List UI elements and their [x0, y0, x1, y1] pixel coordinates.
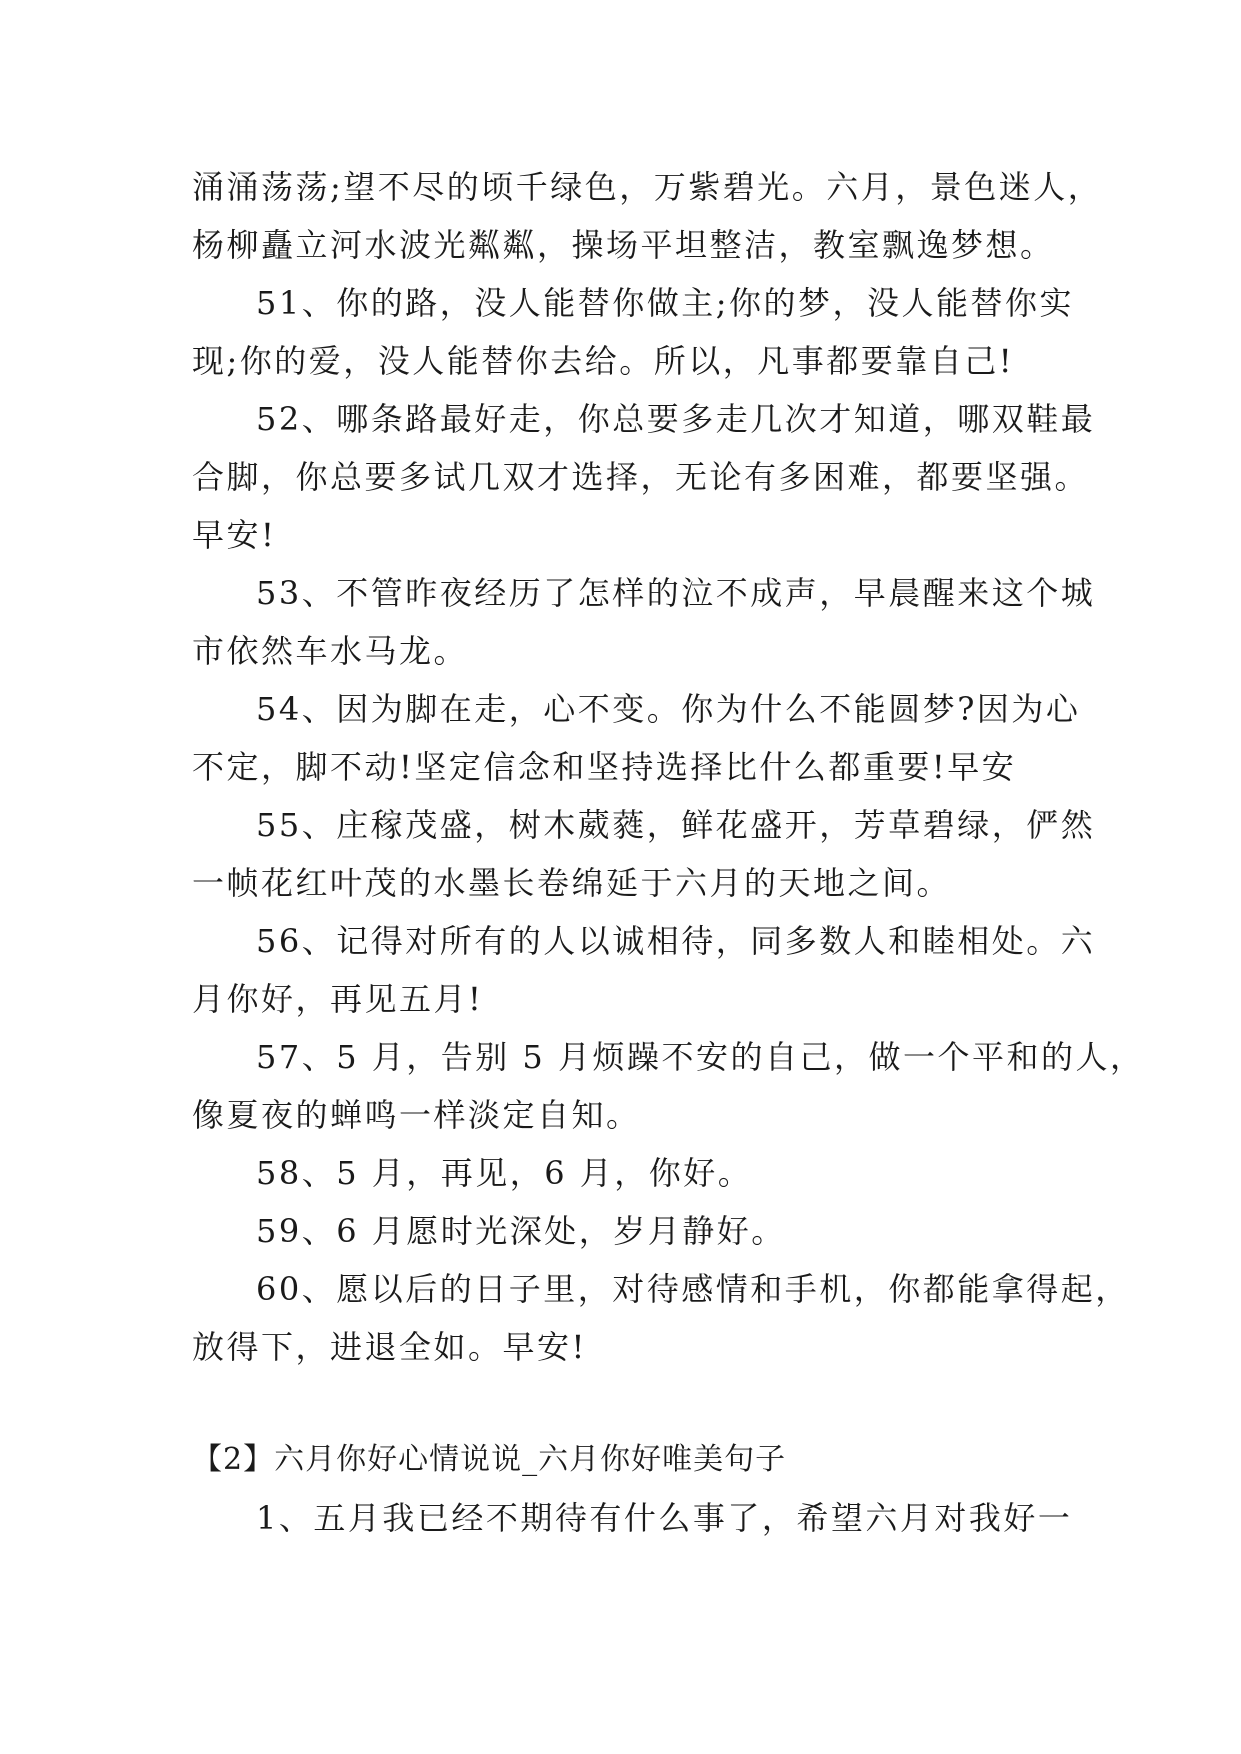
paragraph-continuation [192, 158, 1103, 274]
paragraph-56 [192, 912, 1096, 1028]
text-line: 不定，脚不动!坚定信念和坚持选择比什么都重要!早安 [192, 748, 1017, 786]
text-line: 54、因为脚在走，心不变。你为什么不能圆梦?因为心 [256, 690, 1081, 728]
text-line: 1、五月我已经不期待有什么事了，希望六月对我好一 [256, 1499, 1073, 1537]
text-line: 55、庄稼茂盛，树木葳蕤，鲜花盛开，芳草碧绿，俨然 [256, 806, 1096, 844]
paragraph-52 [192, 390, 1096, 564]
text-line: 合脚，你总要多试几双才选择，无论有多困难，都要坚强。 [192, 458, 1090, 496]
paragraph-section-2-item-1 [192, 1489, 1072, 1547]
text-line: 现;你的爱，没人能替你去给。所以，凡事都要靠自己! [192, 342, 1015, 380]
text-line: 53、不管昨夜经历了怎样的泣不成声，早晨醒来这个城 [256, 574, 1096, 612]
paragraph-57 [192, 1028, 1145, 1144]
text-line: 像夏夜的蝉鸣一样淡定自知。 [192, 1096, 641, 1134]
text-line: 月你好，再见五月! [192, 980, 484, 1018]
paragraph-55 [192, 796, 1096, 912]
document-body [192, 158, 1145, 1547]
text-line: 60、愿以后的日子里，对待感情和手机，你都能拿得起， [256, 1270, 1130, 1308]
paragraph-58 [192, 1144, 1072, 1202]
text-line: 早安! [192, 516, 277, 554]
text-line: 59、6 月愿时光深处，岁月静好。 [256, 1212, 786, 1250]
text-line: 57、5 月，告别 5 月烦躁不安的自己，做一个平和的人， [256, 1038, 1145, 1076]
text-line: 56、记得对所有的人以诚相待，同多数人和睦相处。六 [256, 922, 1096, 960]
text-line: 放得下，进退全如。早安! [192, 1328, 587, 1366]
paragraph-54 [192, 680, 1081, 796]
paragraph-53 [192, 564, 1096, 680]
text-line: 涌涌荡荡;望不尽的顷千绿色，万紫碧光。六月，景色迷人， [192, 168, 1103, 206]
text-line: 58、5 月，再见，6 月，你好。 [256, 1154, 753, 1192]
paragraph-60 [192, 1260, 1130, 1376]
paragraph-51 [192, 274, 1075, 390]
text-line: 杨柳矗立河水波光粼粼，操场平坦整洁，教室飘逸梦想。 [192, 226, 1055, 264]
text-line: 市依然车水马龙。 [192, 632, 469, 670]
section-gap [192, 1376, 1072, 1431]
text-line: 51、你的路，没人能替你做主;你的梦，没人能替你实 [256, 284, 1075, 322]
paragraph-59 [192, 1202, 1072, 1260]
text-line: 一帧花红叶茂的水墨长卷绵延于六月的天地之间。 [192, 864, 952, 902]
section-heading: 【2】六月你好心情说说_六月你好唯美句子 [192, 1442, 787, 1477]
text-line: 52、哪条路最好走，你总要多走几次才知道，哪双鞋最 [256, 400, 1096, 438]
